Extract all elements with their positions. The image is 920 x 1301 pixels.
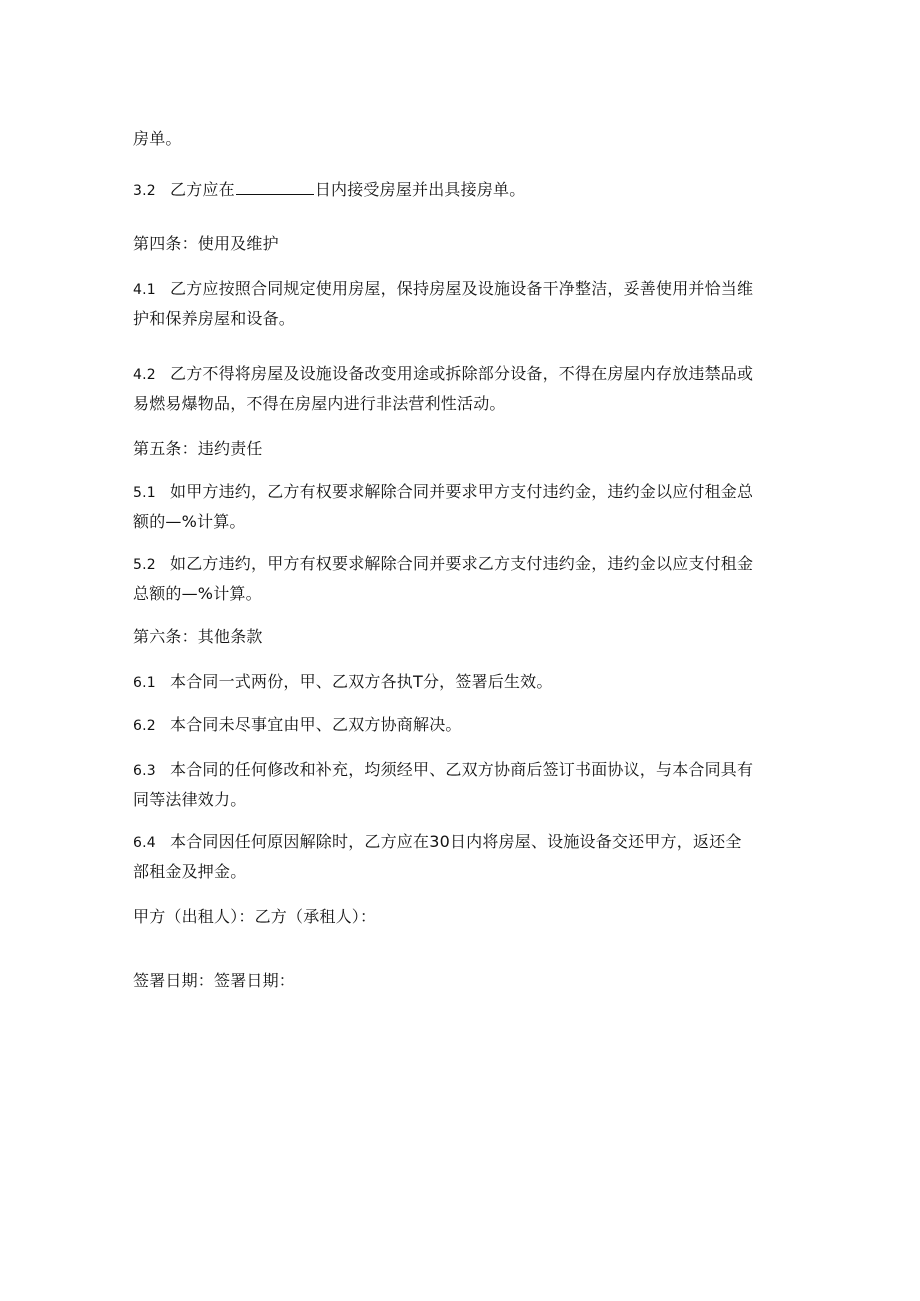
section-heading-6 bbox=[133, 627, 263, 647]
clause-5-1 bbox=[133, 482, 753, 503]
clause-6-4 bbox=[133, 832, 742, 853]
parties-text: 甲方（出租人）：乙方（承租人）： bbox=[133, 907, 377, 926]
sign-date-line bbox=[133, 971, 295, 991]
clause-6-3 bbox=[133, 760, 753, 781]
parties-line bbox=[133, 907, 376, 927]
clause-text: 本合同未尽事宜由甲、乙双方协商解决。 bbox=[170, 715, 462, 734]
clause-6-1 bbox=[133, 672, 553, 693]
heading-text: 第四条：使用及维护 bbox=[133, 234, 279, 253]
clause-4-1-cont bbox=[133, 309, 295, 329]
clause-number: 5.2 bbox=[133, 557, 156, 573]
section-heading-4 bbox=[133, 234, 279, 254]
sign-date-text: 签署日期：签署日期： bbox=[133, 971, 296, 990]
clause-5-1-cont bbox=[133, 512, 246, 532]
clause-4-2 bbox=[133, 364, 753, 385]
clause-text: 本合同的任何修改和补充，均须经甲、乙双方协商后签订书面协议，与本合同具有 bbox=[170, 760, 754, 779]
clause-number: 6.4 bbox=[133, 835, 156, 851]
heading-text: 第五条：违约责任 bbox=[133, 439, 263, 458]
clause-text: 护和保养房屋和设备。 bbox=[133, 309, 296, 328]
clause-text: 总额的—%计算。 bbox=[133, 584, 262, 603]
clause-text: 如甲方违约，乙方有权要求解除合同并要求甲方支付违约金，违约金以应付租金总 bbox=[170, 482, 754, 501]
clause-number: 6.1 bbox=[133, 675, 156, 691]
clause-text: 本合同一式两份，甲、乙双方各执T分，签署后生效。 bbox=[170, 672, 553, 691]
clause-text: 易燃易爆物品，不得在房屋内进行非法营利性活动。 bbox=[133, 394, 506, 413]
clause-5-2 bbox=[133, 554, 753, 575]
clause-number: 4.2 bbox=[133, 367, 156, 383]
clause-6-3-cont bbox=[133, 790, 246, 810]
clause-number: 3.2 bbox=[133, 183, 156, 199]
clause-text: 本合同因任何原因解除时，乙方应在30日内将房屋、设施设备交还甲方，返还全 bbox=[170, 832, 742, 851]
clause-6-2 bbox=[133, 715, 462, 736]
clause-4-1 bbox=[133, 279, 753, 300]
clause-number: 5.1 bbox=[133, 485, 156, 501]
clause-number: 4.1 bbox=[133, 282, 156, 298]
text: 房单。 bbox=[133, 129, 182, 148]
clause-text: 乙方应按照合同规定使用房屋，保持房屋及设施设备干净整洁，妥善使用并恰当维 bbox=[170, 279, 754, 298]
blank-underline bbox=[236, 180, 314, 195]
clause-text: 同等法律效力。 bbox=[133, 790, 247, 809]
clause-text: 乙方不得将房屋及设施设备改变用途或拆除部分设备，不得在房屋内存放违禁品或 bbox=[170, 364, 754, 383]
clause-6-4-cont bbox=[133, 862, 246, 882]
clause-text: 额的—%计算。 bbox=[133, 512, 246, 531]
heading-text: 第六条：其他条款 bbox=[133, 627, 263, 646]
clause-5-2-cont bbox=[133, 584, 262, 604]
text-line bbox=[133, 129, 182, 149]
clause-text: 乙方应在 bbox=[170, 180, 235, 199]
clause-text: 日内接受房屋并出具接房单。 bbox=[314, 180, 526, 199]
clause-text: 如乙方违约，甲方有权要求解除合同并要求乙方支付违约金，违约金以应支付租金 bbox=[170, 554, 754, 573]
clause-number: 6.3 bbox=[133, 763, 156, 779]
section-heading-5 bbox=[133, 439, 263, 459]
clause-text: 部租金及押金。 bbox=[133, 862, 247, 881]
clause-4-2-cont bbox=[133, 394, 506, 414]
clause-3-2 bbox=[133, 180, 525, 201]
clause-number: 6.2 bbox=[133, 718, 156, 734]
